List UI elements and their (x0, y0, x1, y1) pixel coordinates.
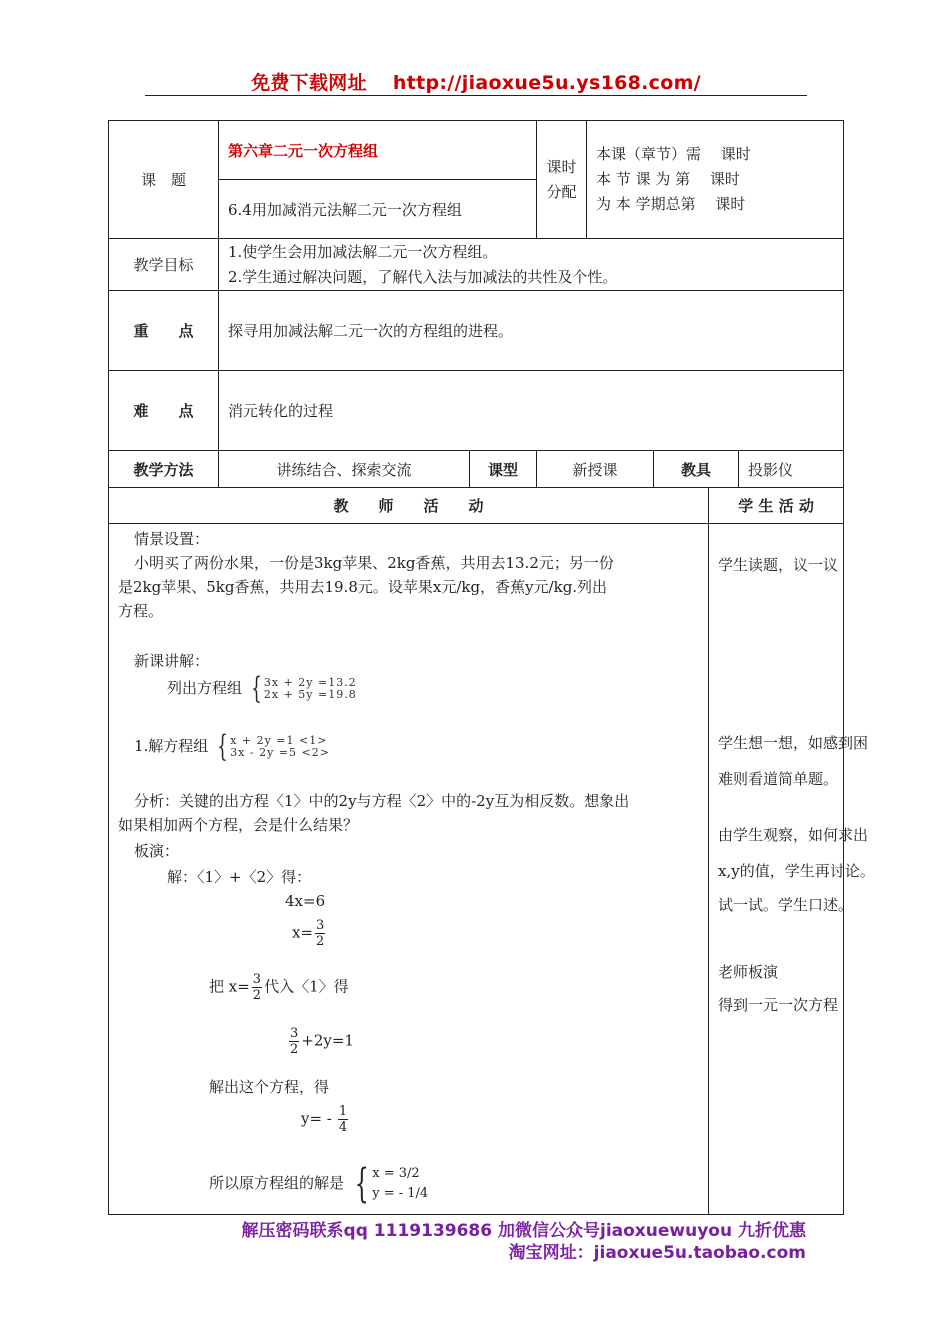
equation-suffix: +2y=1 (301, 1031, 354, 1050)
system-equation: 2x + 5y =19.8 (263, 688, 357, 701)
board-title: 板演： (134, 842, 180, 860)
solution-line (209, 1161, 429, 1207)
student-note: 学生想一想，如感到困 (718, 734, 869, 752)
hours-line: 本 节 课 为 第 课时 (596, 170, 740, 188)
analysis-line: 如果相加两个方程，会是什么结果？ (118, 816, 359, 834)
hours-label (537, 121, 587, 239)
brace-icon: { (217, 729, 228, 764)
difficulty-label: 难 点 (109, 371, 219, 451)
hours-label-line: 课时 (546, 157, 577, 176)
denominator: 2 (290, 1042, 299, 1057)
numerator: 3 (290, 1026, 299, 1041)
numerator: 3 (316, 918, 325, 933)
method-value: 讲练结合、探索交流 (219, 451, 470, 488)
teacher-activity-cell (109, 524, 709, 1215)
student-note: 得到一元一次方程 (718, 996, 839, 1014)
key-point-text: 探寻用加减法解二元一次的方程组的进程。 (219, 291, 844, 371)
fraction (289, 1026, 299, 1057)
hours-line: 本课（章节）需 课时 (596, 145, 751, 163)
teacher-activities-header: 教 师 活 动 (109, 488, 709, 524)
difficulty-text: 消元转化的过程 (219, 371, 844, 451)
lesson-plan-table (108, 120, 875, 1215)
tool-label: 教具 (654, 451, 739, 488)
goal-item: 2.学生通过解决问题，了解代入法与加减法的共性及个性。 (228, 267, 618, 286)
equation-system-1 (167, 671, 357, 706)
substitute-line (209, 972, 349, 1003)
new-lesson-title: 新课讲解： (134, 652, 210, 670)
numerator: 3 (252, 972, 262, 987)
analysis-line: 分析：关键的出方程〈1〉中的2y与方程〈2〉中的-2y互为相反数。想象出 (134, 792, 630, 810)
step-equation: 4x=6 (285, 892, 326, 910)
intro-title: 情景设置： (134, 530, 210, 548)
system-equation: 3x + 2y =13.2 (263, 676, 357, 689)
footer-line-2[interactable]: 淘宝网址：jiaoxue5u.taobao.com (508, 1243, 806, 1263)
problem-line: 是2kg苹果、5kg香蕉，共用去19.8元。设苹果x元/kg，香蕉y元/kg.列出 (118, 578, 608, 596)
system-1 (247, 671, 357, 706)
student-note: 由学生观察，如何求出 (718, 826, 869, 844)
type-label: 课型 (470, 451, 537, 488)
exercise-system (134, 729, 330, 764)
solve-equation-text: 解出这个方程，得 (209, 1078, 330, 1096)
footer-contact (150, 1220, 806, 1264)
fraction (315, 918, 325, 949)
problem-line: 小明买了两份水果，一份是3kg苹果、2kg香蕉，共用去13.2元；另一份 (134, 554, 614, 572)
brace-icon: { (354, 1161, 369, 1207)
goal-item: 1.使学生会用加减法解二元一次方程组。 (228, 242, 498, 261)
chapter-title: 第六章二元一次方程组 (219, 121, 537, 180)
denominator: 2 (316, 934, 325, 949)
student-note: x,y的值，学生再讨论。 (718, 862, 875, 880)
hours-line: 为 本 学期总第 课时 (596, 195, 746, 213)
denominator: 2 (252, 988, 262, 1003)
system-equation: 3x - 2y =5 <2> (230, 746, 330, 759)
student-note: 试一试。学生口述。 (718, 896, 854, 914)
header-url-link[interactable]: http://jiaoxue5u.ys168.com/ (392, 72, 701, 94)
substituted-equation (287, 1026, 354, 1057)
y-value (301, 1104, 350, 1135)
brace-icon: { (251, 671, 262, 706)
download-header (145, 68, 807, 95)
x-value (292, 918, 327, 949)
footer-line-1: 解压密码联系qq 1119139686 加微信公众号jiaoxuewuyou 九折优惠 (241, 1221, 806, 1241)
fraction (338, 1104, 348, 1135)
numerator: 1 (338, 1104, 348, 1119)
exercise-label: 1.解方程组 (134, 737, 209, 755)
hours-info (587, 121, 844, 239)
system-2 (213, 729, 330, 764)
substitute-prefix: 把 x= (209, 977, 250, 996)
method-label: 教学方法 (109, 451, 219, 488)
y-prefix: y= - (301, 1109, 332, 1128)
student-activities-header: 学 生 活 动 (709, 488, 844, 524)
solution-label: 所以原方程组的解是 (209, 1174, 345, 1192)
solution-system (349, 1161, 429, 1207)
goals-content (219, 239, 844, 291)
solution-y: y = - 1/4 (372, 1186, 429, 1201)
student-note: 难则看道简单题。 (718, 770, 839, 788)
topic-label: 课 题 (109, 121, 219, 239)
section-title: 6.4用加减消元法解二元一次方程组 (219, 180, 537, 239)
tool-value: 投影仪 (739, 451, 844, 488)
student-note: 老师板演 (718, 963, 779, 981)
solve-step: 解：〈1〉+〈2〉得： (167, 868, 312, 886)
header-label: 免费下载网址 (251, 72, 367, 94)
substitute-suffix: 代入〈1〉得 (264, 977, 349, 996)
system-equation: x + 2y =1 <1> (230, 734, 328, 747)
x-prefix: x= (292, 923, 314, 942)
solution-x: x = 3/2 (372, 1166, 420, 1181)
header-divider (145, 95, 807, 96)
student-note: 学生读题，议一议 (718, 556, 839, 574)
goals-label: 教学目标 (109, 239, 219, 291)
hours-label-line: 分配 (546, 182, 577, 201)
student-activity-cell (709, 524, 875, 1215)
fraction (252, 972, 262, 1003)
type-value: 新授课 (537, 451, 654, 488)
key-point-label: 重 点 (109, 291, 219, 371)
denominator: 4 (338, 1120, 348, 1135)
list-system-label: 列出方程组 (167, 679, 243, 697)
problem-line: 方程。 (118, 602, 164, 620)
